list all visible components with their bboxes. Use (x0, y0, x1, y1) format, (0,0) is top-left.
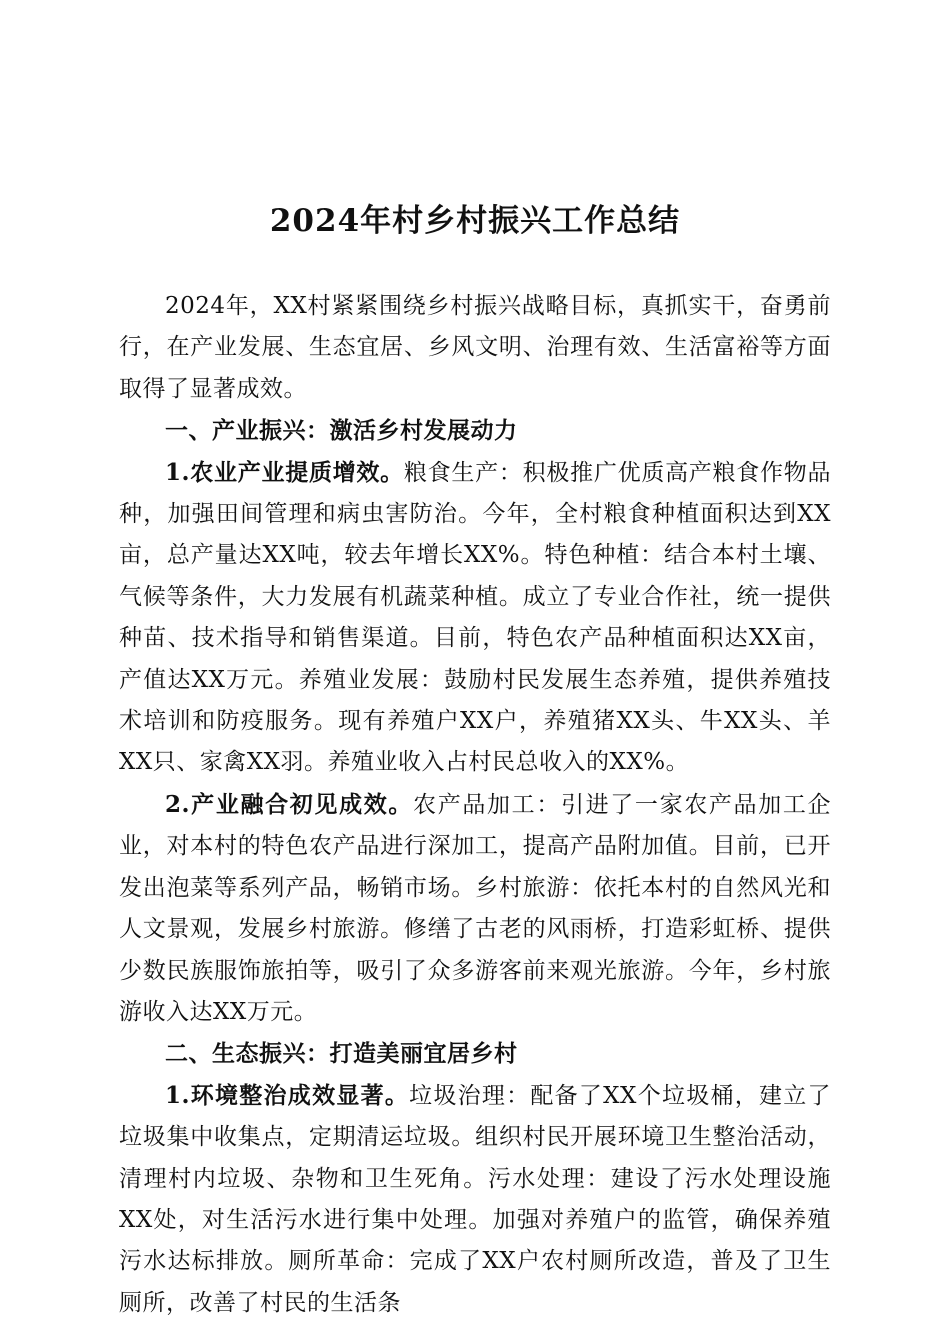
body-paragraph (119, 452, 831, 784)
paragraph-lead: 1.环境整治成效显著。 (165, 1081, 410, 1109)
paragraph-text: 粮食生产：积极推广优质高产粮食作物品种，加强田间管理和病虫害防治。今年，全村粮食种植面积达到XX亩，总产量达XX吨，较去年增长XX%。特色种植：结合本村土壤、气候等条件，大力发展有机蔬菜种植。成立了专业合作社，统一提供种苗、技术指导和销售渠道。目前，特色农产品种植面积达XX亩，产值达XX万元。养殖业发展：鼓励村民发展生态养殖，提供养殖技术培训和防疫服务。现有养殖户XX户，养殖猪XX头、牛XX头、羊XX只、家禽XX羽。养殖业收入占村民总收入的XX%。 (119, 459, 832, 776)
document-title: 2024年村乡村振兴工作总结 (269, 203, 681, 239)
document-body (119, 286, 831, 1324)
body-paragraph (119, 784, 831, 1033)
section-heading: 二、生态振兴：打造美丽宜居乡村 (165, 1040, 518, 1068)
paragraph-lead: 2.产业融合初见成效。 (165, 790, 414, 818)
paragraph-text: 垃圾治理：配备了XX个垃圾桶，建立了垃圾集中收集点，定期清运垃圾。组织村民开展环境卫生整治活动，清理村内垃圾、杂物和卫生死角。污水处理：建设了污水处理设施XX处，对生活污水进行集中处理。加强对养殖户的监管，确保养殖污水达标排放。厕所革命：完成了XX户农村厕所改造，普及了卫生厕所，改善了村民的生活条 (119, 1082, 832, 1316)
paragraph-text: 农产品加工：引进了一家农产品加工企业，对本村的特色农产品进行深加工，提高产品附加值。目前，已开发出泡菜等系列产品，畅销市场。乡村旅游：依托本村的自然风光和人文景观，发展乡村旅游。修缮了古老的风雨桥，打造彩虹桥、提供少数民族服饰旅拍等，吸引了众多游客前来观光旅游。今年，乡村旅游收入达XX万元。 (119, 791, 831, 1025)
intro-paragraph: 2024年，XX村紧紧围绕乡村振兴战略目标，真抓实干，奋勇前行，在产业发展、生态宜居、乡风文明、治理有效、生活富裕等方面取得了显著成效。 (119, 293, 831, 402)
paragraph-lead: 1.农业产业提质增效。 (165, 458, 404, 486)
body-paragraph (119, 1075, 831, 1324)
section-heading: 一、产业振兴：激活乡村发展动力 (165, 417, 518, 445)
